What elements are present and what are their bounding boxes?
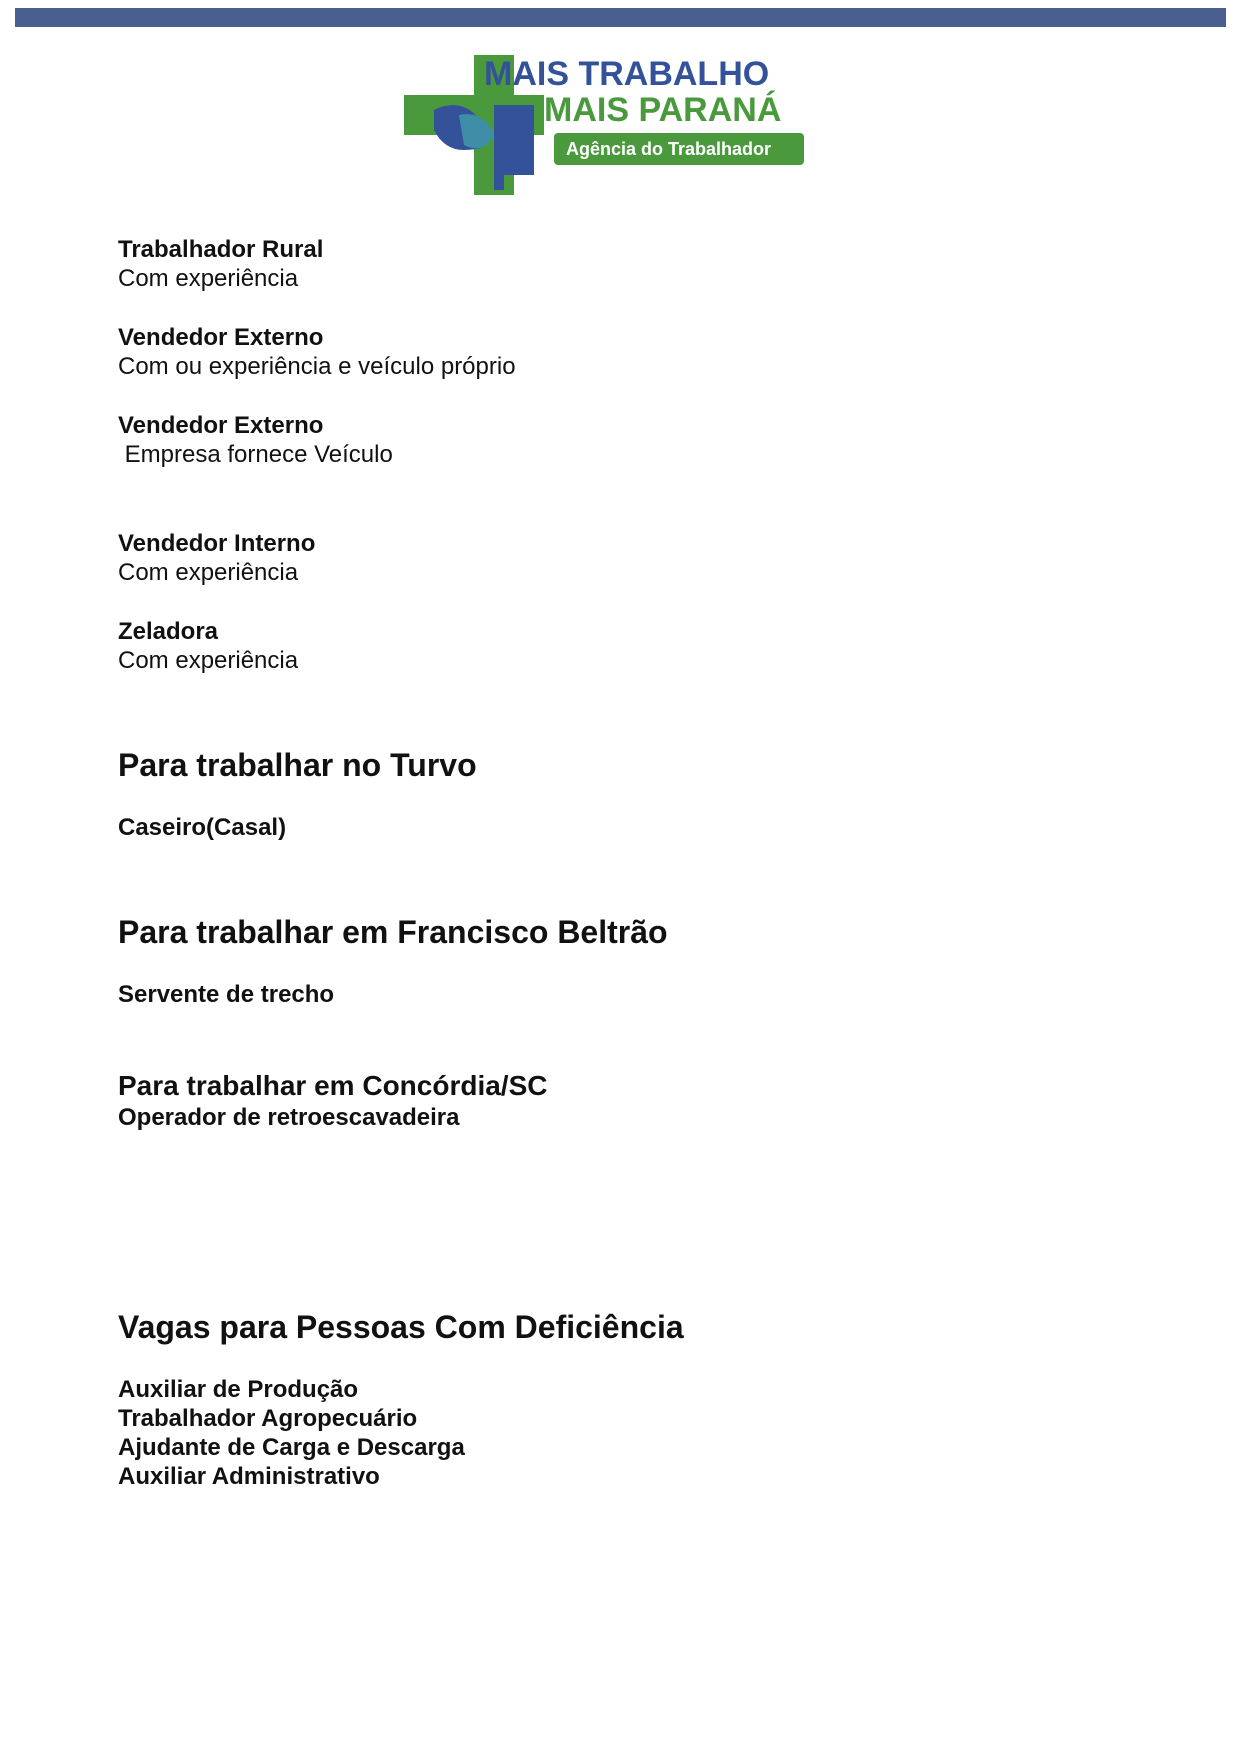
- job-title: Auxiliar Administrativo: [118, 1463, 380, 1490]
- section-title-pcd: Vagas para Pessoas Com Deficiência: [118, 1309, 684, 1345]
- job-entry: [118, 617, 1118, 675]
- job-title: Caseiro(Casal): [118, 814, 287, 841]
- job-title: Servente de trecho: [118, 981, 335, 1008]
- job-title: Vendedor Externo: [118, 412, 324, 439]
- job-title: Trabalhador Rural: [118, 236, 324, 263]
- logo-tagline: Agência do Trabalhador: [566, 139, 772, 159]
- section-title-concordia: Para trabalhar em Concórdia/SC: [118, 1070, 548, 1101]
- job-title: Ajudante de Carga e Descarga: [118, 1434, 465, 1461]
- job-description: Empresa fornece Veículo: [118, 441, 393, 468]
- section-title-turvo: Para trabalhar no Turvo: [118, 747, 477, 783]
- job-title: Vendedor Externo: [118, 324, 324, 351]
- job-title: Vendedor Interno: [118, 530, 316, 557]
- job-title: Operador de retroescavadeira: [118, 1104, 460, 1131]
- job-description: Com experiência: [118, 559, 299, 586]
- job-title: Trabalhador Agropecuário: [118, 1405, 418, 1432]
- job-entry: [118, 323, 1118, 381]
- top-bar: [15, 8, 1226, 27]
- job-title: Auxiliar de Produção: [118, 1376, 359, 1403]
- job-description: Com ou experiência e veículo próprio: [118, 353, 516, 380]
- mais-trabalho-logo: [404, 55, 804, 195]
- job-description: Com experiência: [118, 265, 299, 292]
- logo-line1: MAIS TRABALHO: [484, 55, 770, 93]
- job-entry: [118, 235, 1118, 293]
- section-title-francisco-beltrao: Para trabalhar em Francisco Beltrão: [118, 914, 668, 950]
- job-title: Zeladora: [118, 618, 219, 645]
- job-listing: [118, 235, 1118, 1491]
- job-entry: [118, 529, 1118, 587]
- job-entry: [118, 411, 1118, 469]
- job-description: Com experiência: [118, 647, 299, 674]
- logo-line2: MAIS PARANÁ: [544, 91, 782, 129]
